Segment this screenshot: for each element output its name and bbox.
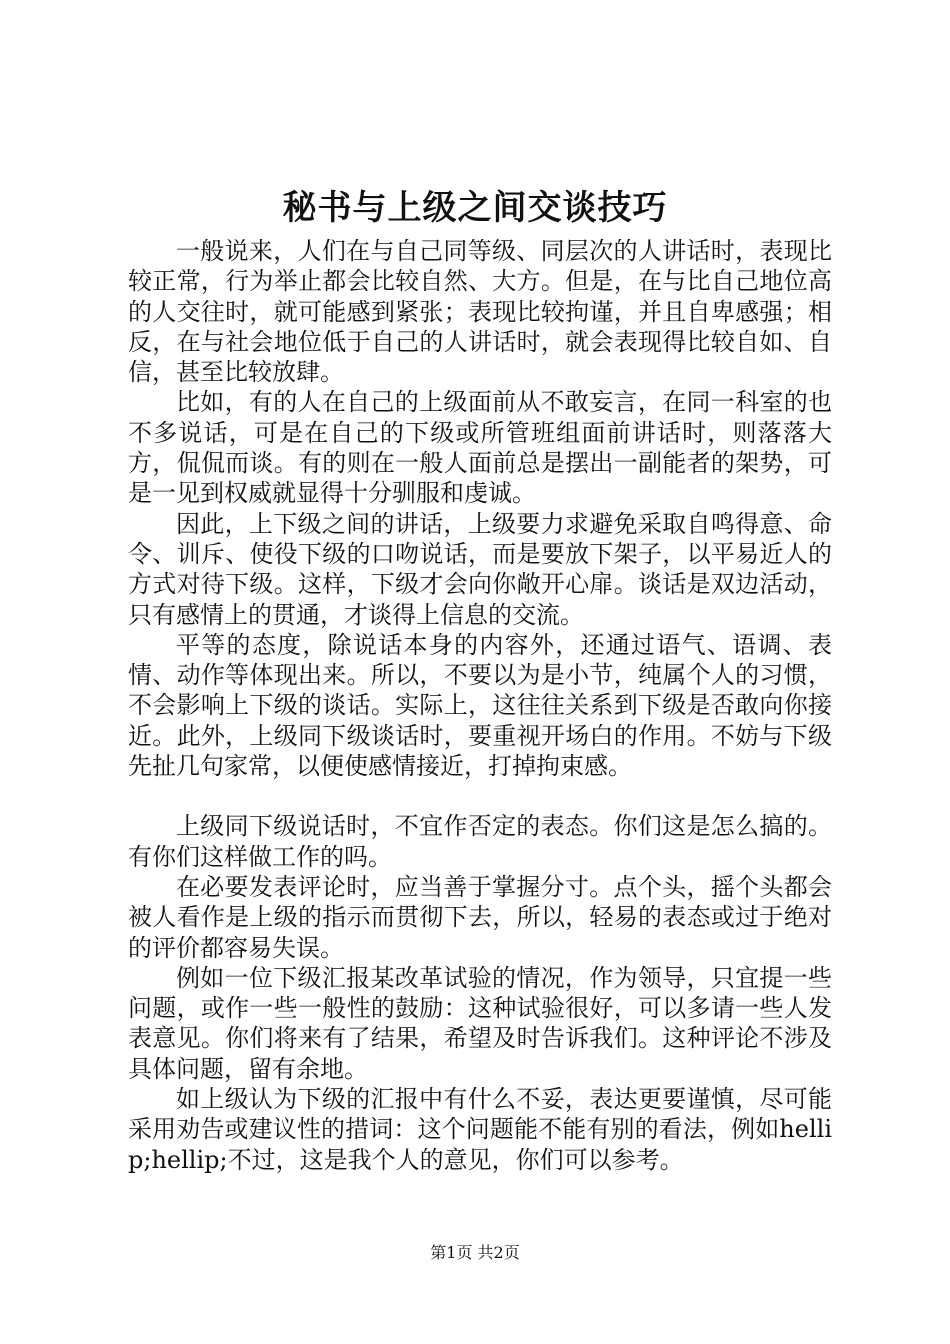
document-title: 秘书与上级之间交谈技巧 [282,188,668,228]
paragraph-1: 一般说来，人们在与自己同等级、同层次的人讲话时，表现比较正常，行为举止都会比较自然、大方。但是，在与比自己地位高的人交往时，就可能感到紧张；表现比较拘谨，并且自卑感强；相反，在与社会地位低于自己的人讲话时，就会表现得比较自如、自信，甚至比较放肆。 [128,237,832,387]
document-body [128,236,832,1175]
paragraph-3: 因此，上下级之间的讲话，上级要力求避免采取自鸣得意、命令、训斥、使役下级的口吻说话，而是要放下架子，以平易近人的方式对待下级。这样，下级才会向你敞开心扉。谈话是双边活动，只有感情上的贯通，才谈得上信息的交流。 [128,509,832,629]
page-footer: 第1页 共2页 [430,1243,520,1262]
paragraph-7: 例如一位下级汇报某改革试验的情况，作为领导，只宜提一些问题，或作一些一般性的鼓励：这种试验很好，可以多请一些人发表意见。你们将来有了结果，希望及时告诉我们。这种评论不涉及具体问题，留有余地。 [128,963,832,1083]
paragraph-4: 平等的态度，除说话本身的内容外，还通过语气、语调、表情、动作等体现出来。所以，不要以为是小节，纯属个人的习惯，不会影响上下级的谈话。实际上，这往往关系到下级是否敢向你接近。此外，上级同下级谈话时，要重视开场白的作用。不妨与下级先扯几句家常，以便使感情接近，打掉拘束感。 [128,630,832,781]
paragraph-8: 如上级认为下级的汇报中有什么不妥，表达更要谨慎，尽可能采用劝告或建议性的措词：这个问题能不能有别的看法，例如hellip;hellip;不过，这是我个人的意见，你们可以参考。 [128,1085,832,1174]
paragraph-5: 上级同下级说话时，不宜作否定的表态。你们这是怎么搞的。有你们这样做工作的吗。 [128,812,832,871]
paragraph-6: 在必要发表评论时，应当善于掌握分寸。点个头，摇个头都会被人看作是上级的指示而贯彻下去，所以，轻易的表态或过于绝对的评价都容易失误。 [128,872,832,962]
paragraph-2: 比如，有的人在自己的上级面前从不敢妄言，在同一科室的也不多说话，可是在自己的下级或所管班组面前讲话时，则落落大方，侃侃而谈。有的则在一般人面前总是摆出一副能者的架势，可是一见到权威就显得十分驯服和虔诚。 [128,388,832,508]
